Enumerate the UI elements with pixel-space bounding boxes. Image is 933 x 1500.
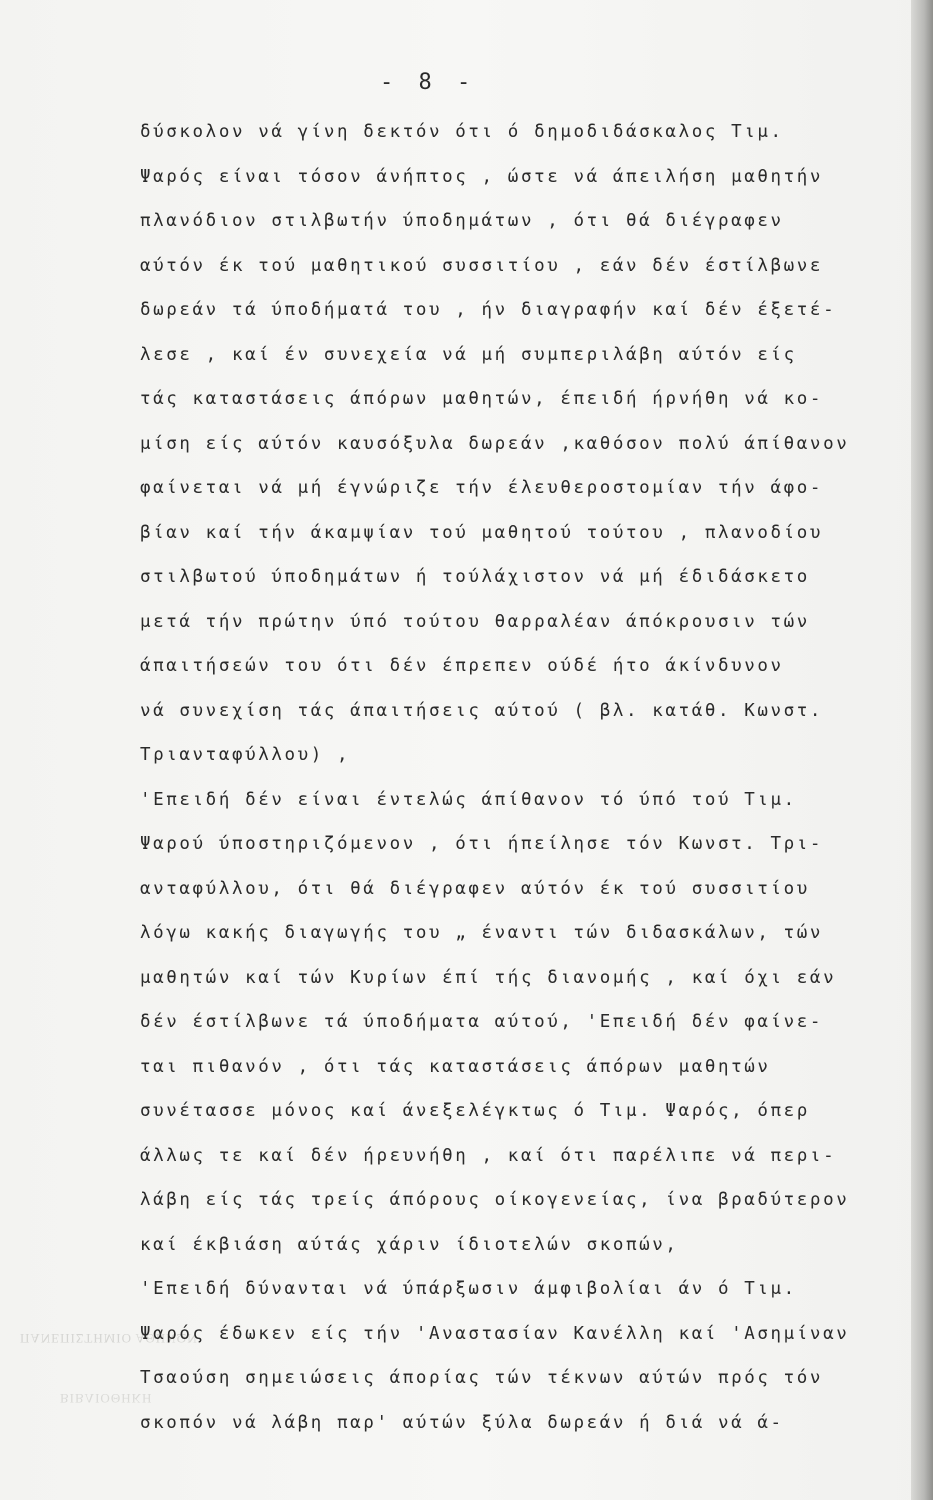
text-line: καί έκβιάση αύτάς χάριν ίδιοτελών σκοπών, (140, 1234, 679, 1255)
text-line: φαίνεται νά μή έγνώριζε τήν έλευθεροστομίαν τήν άφο- (140, 478, 824, 498)
text-line: σκοπόν νά λάβη παρ' αύτών ξύλα δωρεάν ή διά νά ά- (140, 1412, 784, 1433)
text-line: λόγω κακής διαγωγής του „ έναντι τών διδασκάλων, τών (140, 923, 824, 943)
text-line: Ψαρού ύποστηριζόμενον , ότι ήπείλησε τόν Κωνστ. Τρι- (140, 834, 824, 854)
bleed-through-stamp-2: ΒΙΒΛΙΟΘΗΚΗ (60, 1391, 153, 1406)
text-line: λεσε , καί έν συνεχεία νά μή συμπεριλάβη αύτόν είς (140, 344, 797, 365)
text-line: στιλβωτού ύποδημάτων ή τούλάχιστον νά μή έδιδάσκετο (140, 567, 810, 587)
text-line: δέν έστίλβωνε τά ύποδήματα αύτού, 'Επειδή δέν φαίνε- (140, 1012, 824, 1032)
text-line: πλανόδιον στιλβωτήν ύποδημάτων , ότι θά διέγραφεν (140, 211, 784, 231)
text-line: άλλως τε καί δέν ήρευνήθη , καί ότι παρέλιπε νά περι- (140, 1145, 837, 1166)
text-line: άπαιτήσεών του ότι δέν έπρεπεν ούδέ ήτο άκίνδυνον (140, 656, 784, 676)
text-line: αύτόν έκ τού μαθητικού συσσιτίου , εάν δέν έστίλβωνε (140, 255, 824, 276)
text-line: δωρεάν τά ύποδήματά του , ήν διαγραφήν καί δέν έξετέ- (140, 300, 837, 320)
page-edge-shadow (911, 0, 933, 1500)
bleed-through-stamp-1: ΠΑΝΕΠΙΣΤΗΜΙΟ ΑΘΗΝΩΝ (20, 1331, 198, 1346)
text-line: βίαν καί τήν άκαμψίαν τού μαθητού τούτου , πλανοδίου (140, 522, 824, 543)
text-line: μετά τήν πρώτην ύπό τούτου θαρραλέαν άπόκρουσιν τών (140, 611, 810, 632)
text-line: 'Επειδή δέν είναι έντελώς άπίθανον τό ύπό τού Τιμ. (140, 789, 797, 810)
text-line: νά συνεχίση τάς άπαιτήσεις αύτού ( βλ. κατάθ. Κωνστ. (140, 700, 824, 721)
page-number: - 8 - (380, 70, 477, 95)
text-line: Ψαρός έδωκεν είς τήν 'Αναστασίαν Κανέλλη καί 'Ασημίναν (140, 1323, 850, 1344)
text-line: δύσκολον νά γίνη δεκτόν ότι ό δημοδιδάσκαλος Τιμ. (140, 122, 784, 142)
text-line: 'Επειδή δύνανται νά ύπάρξωσιν άμφιβολίαι άν ό Τιμ. (140, 1279, 797, 1299)
text-line: μίση είς αύτόν καυσόξυλα δωρεάν ,καθόσον πολύ άπίθανον (140, 433, 850, 454)
text-line: ανταφύλλου, ότι θά διέγραφεν αύτόν έκ τού συσσιτίου (140, 878, 810, 899)
text-line: Τσαούση σημειώσεις άπορίας τών τέκνων αύτών πρός τόν (140, 1368, 824, 1388)
text-line: τάς καταστάσεις άπόρων μαθητών, έπειδή ήρνήθη νά κο- (140, 389, 824, 409)
text-line: συνέτασσε μόνος καί άνεξελέγκτως ό Τιμ. Ψαρός, όπερ (140, 1101, 810, 1121)
text-line: Ψαρός είναι τόσον άνήπτος , ώστε νά άπειλήση μαθητήν (140, 166, 824, 187)
typed-body-text (140, 110, 910, 1445)
text-line: λάβη είς τάς τρείς άπόρους οίκογενείας, ίνα βραδύτερον (140, 1190, 850, 1210)
text-line: ται πιθανόν , ότι τάς καταστάσεις άπόρων μαθητών (140, 1056, 771, 1077)
text-line: Τριανταφύλλου) , (140, 745, 351, 765)
text-line: μαθητών καί τών Κυρίων έπί τής διανομής , καί όχι εάν (140, 967, 837, 988)
